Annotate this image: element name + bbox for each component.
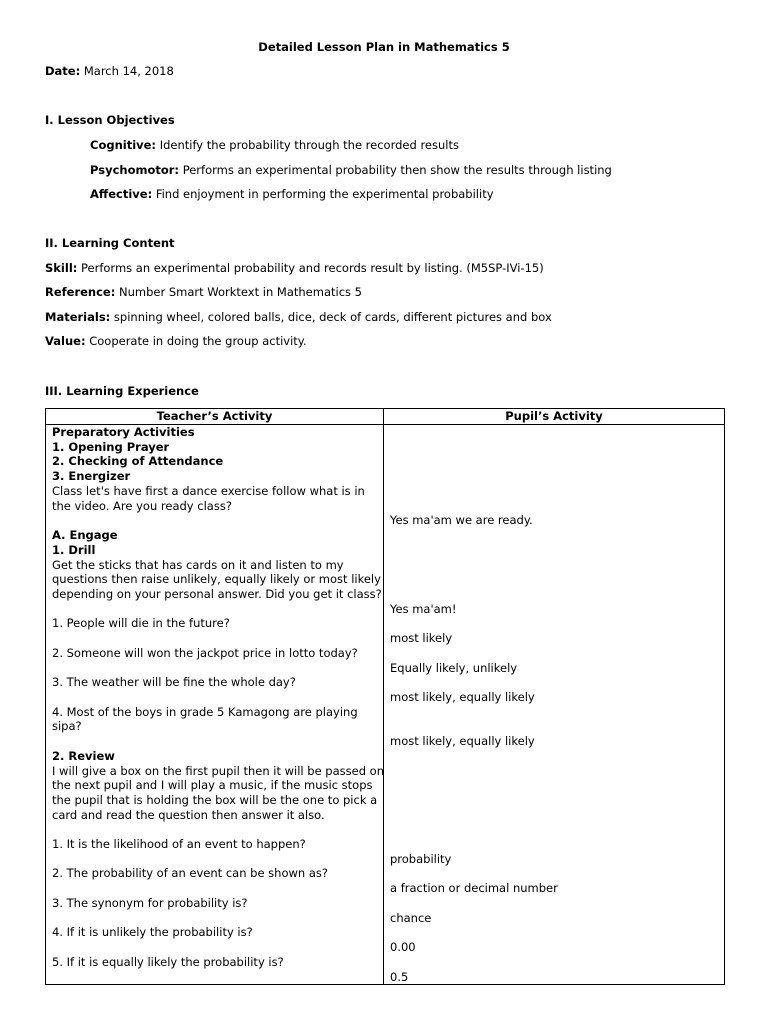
teacher-line: 3. The synonym for probability is? bbox=[52, 896, 248, 910]
materials-value: spinning wheel, colored balls, dice, deck of cards, different pictures and box bbox=[113, 310, 552, 324]
teacher-line: 1. It is the likelihood of an event to happen? bbox=[52, 837, 306, 851]
psychomotor-value: Performs an experimental probability then show the results through listing bbox=[182, 163, 612, 177]
materials-line bbox=[45, 310, 552, 324]
table-row bbox=[46, 425, 725, 985]
teacher-line: the next pupil and I will play a music, if the music stops bbox=[52, 778, 373, 792]
pupil-line: a fraction or decimal number bbox=[390, 881, 558, 895]
teacher-activity-cell bbox=[46, 425, 384, 985]
pupil-line: Yes ma'am! bbox=[390, 602, 457, 616]
teacher-line: 2. Someone will won the jackpot price in lotto today? bbox=[52, 646, 358, 660]
teacher-line: 4. If it is unlikely the probability is? bbox=[52, 925, 253, 939]
skill-value: Performs an experimental probability and records result by listing. (M5SP-IVi-15) bbox=[81, 261, 544, 275]
teacher-line: the pupil that is holding the box will be the one to pick a bbox=[52, 793, 378, 807]
experience-heading: III. Learning Experience bbox=[45, 384, 199, 398]
reference-value: Number Smart Worktext in Mathematics 5 bbox=[119, 285, 362, 299]
teacher-activity-header: Teacher’s Activity bbox=[46, 409, 384, 425]
pupil-line: most likely, equally likely bbox=[390, 734, 535, 748]
reference-line bbox=[45, 285, 362, 299]
teacher-line: I will give a box on the first pupil then it will be passed on bbox=[52, 764, 384, 778]
pupil-line: Equally likely, unlikely bbox=[390, 661, 518, 675]
reference-label: Reference: bbox=[45, 285, 116, 299]
table-header-row bbox=[46, 409, 725, 425]
date-value: March 14, 2018 bbox=[83, 64, 174, 78]
teacher-line: 1. Opening Prayer bbox=[52, 440, 170, 454]
pupil-line: 0.00 bbox=[390, 940, 416, 954]
affective-line bbox=[90, 187, 494, 201]
teacher-line: 3. The weather will be fine the whole day? bbox=[52, 675, 296, 689]
value-line bbox=[45, 334, 307, 348]
learning-experience-table bbox=[45, 408, 725, 985]
cognitive-label: Cognitive: bbox=[90, 138, 157, 152]
teacher-line: 1. Drill bbox=[52, 543, 96, 557]
affective-label: Affective: bbox=[90, 187, 153, 201]
teacher-line: sipa? bbox=[52, 719, 82, 733]
value-value: Cooperate in doing the group activity. bbox=[89, 334, 307, 348]
pupil-line: chance bbox=[390, 911, 432, 925]
pupil-line: Yes ma'am we are ready. bbox=[390, 513, 533, 527]
affective-value: Find enjoyment in performing the experimental probability bbox=[155, 187, 494, 201]
pupil-line: most likely bbox=[390, 631, 453, 645]
teacher-line: Class let's have first a dance exercise follow what is in bbox=[52, 484, 365, 498]
teacher-line: the video. Are you ready class? bbox=[52, 499, 232, 513]
teacher-line: 2. Review bbox=[52, 749, 115, 763]
teacher-line: 1. People will die in the future? bbox=[52, 616, 230, 630]
objectives-heading: I. Lesson Objectives bbox=[45, 113, 175, 127]
materials-label: Materials: bbox=[45, 310, 111, 324]
psychomotor-label: Psychomotor: bbox=[90, 163, 180, 177]
date-label: Date: bbox=[45, 64, 81, 78]
teacher-line: A. Engage bbox=[52, 528, 118, 542]
skill-line bbox=[45, 261, 544, 275]
teacher-line: 2. The probability of an event can be shown as? bbox=[52, 866, 328, 880]
page-title: Detailed Lesson Plan in Mathematics 5 bbox=[258, 40, 510, 54]
pupil-line: probability bbox=[390, 852, 452, 866]
teacher-line: 4. Most of the boys in grade 5 Kamagong are playing bbox=[52, 705, 358, 719]
teacher-line: 2. Checking of Attendance bbox=[52, 454, 224, 468]
teacher-line: Preparatory Activities bbox=[52, 425, 195, 439]
teacher-line: depending on your personal answer. Did you get it class? bbox=[52, 587, 382, 601]
date-line bbox=[45, 64, 174, 78]
value-label: Value: bbox=[45, 334, 86, 348]
pupil-line: most likely, equally likely bbox=[390, 690, 535, 704]
pupil-line: 0.5 bbox=[390, 970, 409, 984]
cognitive-value: Identify the probability through the recorded results bbox=[159, 138, 459, 152]
teacher-line: questions then raise unlikely, equally likely or most likely bbox=[52, 572, 381, 586]
pupil-activity-cell bbox=[384, 425, 725, 985]
content-heading: II. Learning Content bbox=[45, 236, 175, 250]
teacher-line: 5. If it is equally likely the probability is? bbox=[52, 955, 284, 969]
pupil-activity-header: Pupil’s Activity bbox=[384, 409, 725, 425]
teacher-line: 3. Energizer bbox=[52, 469, 131, 483]
cognitive-line bbox=[90, 138, 459, 152]
teacher-line: card and read the question then answer it also. bbox=[52, 808, 325, 822]
skill-label: Skill: bbox=[45, 261, 78, 275]
psychomotor-line bbox=[90, 163, 612, 177]
teacher-line: Get the sticks that has cards on it and listen to my bbox=[52, 558, 344, 572]
